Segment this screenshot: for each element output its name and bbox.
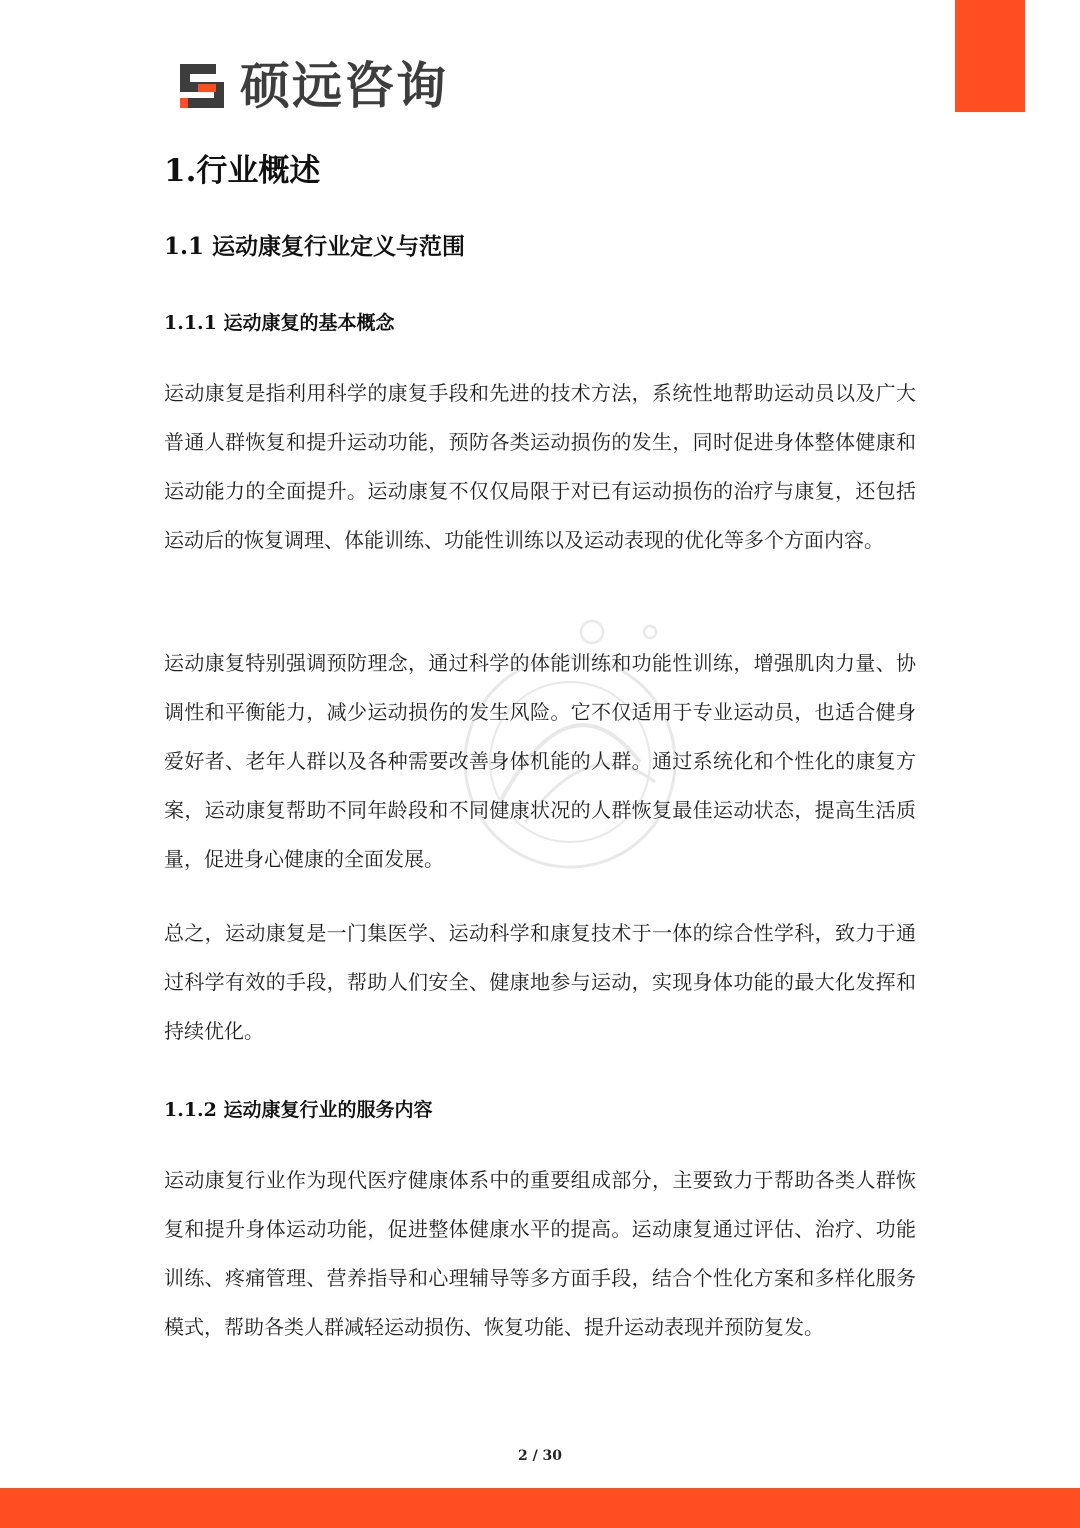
brand-name: 硕远咨询	[240, 57, 448, 115]
brand-s-icon	[176, 60, 228, 112]
corner-accent-tab	[955, 0, 1025, 112]
footer-accent-band	[0, 1488, 1080, 1528]
section-heading-1: 1.行业概述	[164, 153, 321, 189]
section-heading-1-1-2: 1.1.2 运动康复行业的服务内容	[164, 1099, 433, 1121]
brand-logo	[176, 58, 448, 114]
paragraph: 总之，运动康复是一门集医学、运动科学和康复技术于一体的综合性学科，致力于通过科学有效的手段，帮助人们安全、健康地参与运动，实现身体功能的最大化发挥和持续优化。	[164, 921, 916, 1043]
page-number: 2 / 30	[517, 1448, 563, 1464]
paragraph: 运动康复行业作为现代医疗健康体系中的重要组成部分，主要致力于帮助各类人群恢复和提升身体运动功能，促进整体健康水平的提高。运动康复通过评估、治疗、功能训练、疼痛管理、营养指导和心理辅导等多方面手段，结合个性化方案和多样化服务模式，帮助各类人群减轻运动损伤、恢复功能、提升运动表现并预防复发。	[164, 1168, 916, 1339]
paragraph: 运动康复是指利用科学的康复手段和先进的技术方法，系统性地帮助运动员以及广大普通人群恢复和提升运动功能，预防各类运动损伤的发生，同时促进身体整体健康和运动能力的全面提升。运动康复不仅仅局限于对已有运动损伤的治疗与康复，还包括运动后的恢复调理、体能训练、功能性训练以及运动表现的优化等多个方面内容。	[164, 381, 916, 552]
section-heading-1-1: 1.1 运动康复行业定义与范围	[164, 233, 466, 260]
paragraph: 运动康复特别强调预防理念，通过科学的体能训练和功能性训练，增强肌肉力量、协调性和平衡能力，减少运动损伤的发生风险。它不仅适用于专业运动员，也适合健身爱好者、老年人群以及各种需要改善身体机能的人群。通过系统化和个性化的康复方案，运动康复帮助不同年龄段和不同健康状况的人群恢复最佳运动状态，提高生活质量，促进身心健康的全面发展。	[164, 651, 916, 871]
section-heading-1-1-1: 1.1.1 运动康复的基本概念	[164, 312, 395, 334]
